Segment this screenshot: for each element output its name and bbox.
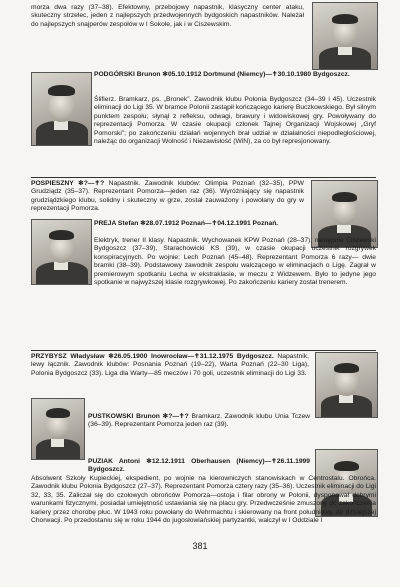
portrait-photo-pustkowski	[31, 398, 85, 460]
separator	[31, 350, 376, 351]
entry-body-preja: Elektryk, trener II klasy. Napastnik. Wychowanek KPW Poznań (28–37), następnie Ciszewski Bydgoszcz (37–39), Starachowicki KS (39), w czasie okupacji uczestnik rozgrywek konspiracyjnych. Po wojnie: Lech Poznań (45–48). Reprezentant Pomorza 6 razy— dwie bramki (38–39). Podstawowy zawodnik zespołu walczącego w eliminacjach o Ligę. Zagrał w premierowym spotkaniu Lecha w ekstraklasie, w meczu z Widzewem. Było to jedyne jego spotkanie w najwyższej klasie rozgrywkowej. Po zakończeniu kariery został trenerem.	[94, 237, 376, 287]
entry-puziak	[88, 458, 310, 475]
entry-preja	[94, 220, 304, 228]
entry-body: Napastnik, lewy łącznik. Zawodnik klubów: Posnania Poznań (19–22), Warta Poznań (22–30 Liga), Polonia Bydgoszcz (33). Liga dla Warty—85 meczów i 70 goli, uczestnik eliminacji do Ligi 33.	[31, 353, 309, 377]
portrait-photo-intro	[312, 2, 378, 70]
entry-heading: PODGÓRSKI Brunon ✻05.10.1912 Dortmund (Niemcy)—✝30.10.1980 Bydgoszcz.	[94, 71, 350, 78]
portrait-photo-preja	[31, 219, 92, 285]
entry-body: Bramkarz. Zawodnik klubu Unia Tczew (36–39). Reprezentant Pomorza jeden raz (39).	[88, 413, 310, 429]
portrait-photo-przybysz	[315, 352, 378, 418]
entry-pospieszny	[31, 180, 304, 214]
entry-heading: PUZIAK Antoni ✻12.12.1911 Oberhausen (Niemcy)—✝26.11.1999 Bydgoszcz.	[88, 458, 310, 474]
entry-pustkowski	[88, 413, 310, 430]
entry-body-puziak: Absolwent Szkoły Kupieckiej, ekspedient, po wojnie na kierowniczych stanowiskach w Centrostalu. Obrońca. Zawodnik klubu Polonia Bydgoszcz (27–37). Reprezentant Pomorza cztery razy (35–36). Uczestnik eliminacji do Ligi 32, 33, 35. Zaliczał się do czołowych obrońców Pomorza—ostoja i filar obrony w Polonii, dysponował dobrymi warunkami fizycznymi, posiadał umiejętność ustawiania się na placu gry. Przedwcześnie zmuszony do zakończenia kariery przez chorobę płuc. W 1943 roku powołany do Wehrmachtu i skierowany na front południowy, do dzisiejszej Chorwacji. Po przedostaniu się w roku 1944 do jugosłowiańskiej partyzantki, walczył w I Oddziale I	[31, 475, 376, 525]
entry-heading: PRZYBYSZ Władysław ✻26.05.1900 Inowrocław—✝31.12.1975 Bydgoszcz.	[31, 353, 274, 360]
entry-przybysz	[31, 353, 309, 378]
page-number: 381	[192, 541, 208, 551]
entry-podgorski	[94, 71, 376, 79]
entry-body-podgorski: Ślifierz. Bramkarz, ps. „Bronek”. Zawodnik klubu Polonia Bydgoszcz (34–39 i 45). Uczestnik eliminacji do Ligi 35. W bramce Polonii zastąpił kończącego karierę Buczkowskiego. Był silnym punktem zespołu; słynął z refleksu, odwagi, brawury i widowiskowej gry. Powoływany do reprezentacji Pomorza. W czasie okupacji członek Tajnej Organizacji Wojskowej „Gryf Pomorski”; po zakończeniu działań wojennych brał udział w działalności niepodległościowej, należąc do organizacji Wolność i Niezawisłość (WiN), za co był represjonowany.	[94, 96, 376, 146]
entry-body: Napastnik. Zawodnik klubów: Olimpia Poznań (32–35), PPW Grudziądz (35–37). Reprezentant Pomorza—jeden raz (36). Wyróżniający się napastnik grudziądzkiego klubu, solidny i skuteczny w grze, został zauważony i powołany do gry w reprezentacji Pomorza.	[31, 180, 304, 213]
intro-paragraph: morza dwa razy (37–38). Efektowny, przebojowy napastnik, klasyczny center ataku, skuteczny strzelec, jeden z najlepszych przedwojennych bydgoskich napastników. Należał do najlepszych snajperów zespołów w I Sokole, jak i w Ciszewskim.	[31, 4, 304, 28]
entry-heading: PUSTKOWSKI Brunon ✻?—✝?	[88, 413, 189, 420]
entry-heading: POSPIESZNY ✻?—✝?	[31, 180, 105, 187]
portrait-photo-podgorski	[31, 72, 92, 146]
entry-heading: PREJA Stefan ✻28.07.1912 Poznań—✝04.12.1991 Poznań.	[94, 220, 279, 227]
separator	[31, 177, 376, 178]
